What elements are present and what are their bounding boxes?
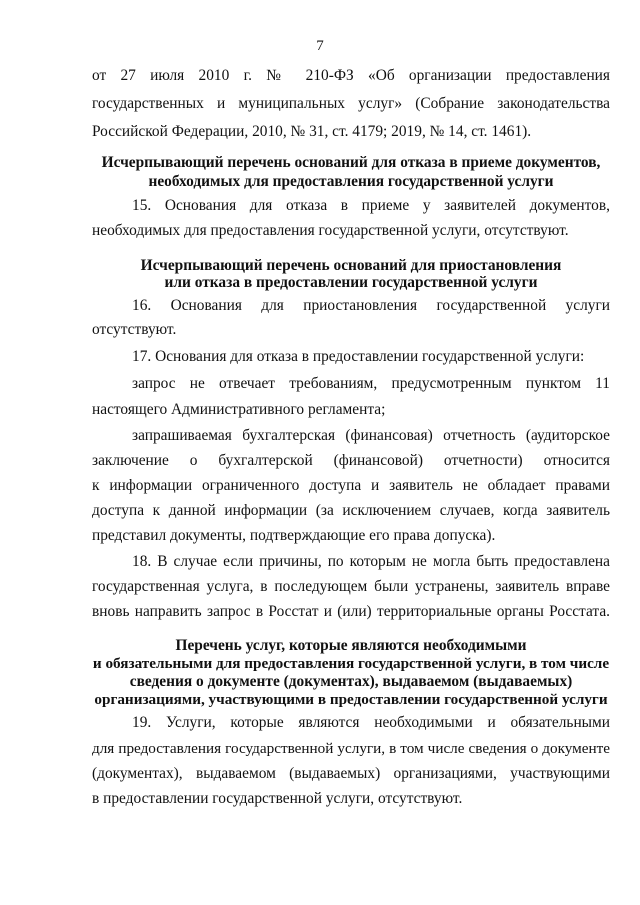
text-line: 16. Основания для приостановления государственной услуги bbox=[132, 297, 610, 314]
text-line: Российской Федерации, 2010, № 31, ст. 4179; 2019, № 14, ст. 1461). bbox=[92, 123, 532, 140]
page-number: 7 bbox=[316, 38, 324, 54]
text-line: необходимых для предоставления государственной услуги, отсутствуют. bbox=[92, 222, 569, 239]
text-line: от 27 июля 2010 г. № 210-ФЗ «Об организации предоставления bbox=[92, 67, 610, 84]
section-heading: или отказа в предоставлении государственной услуги bbox=[164, 274, 538, 291]
text-line: отсутствуют. bbox=[92, 321, 177, 338]
section-heading: Исчерпывающий перечень оснований для отказа в приеме документов, bbox=[101, 154, 601, 171]
section-heading: необходимых для предоставления государственной услуги bbox=[148, 173, 554, 190]
text-line: настоящего Административного регламента; bbox=[92, 401, 386, 418]
text-line: 18. В случае если причины, по которым не могла быть предоставлена bbox=[132, 553, 610, 570]
text-line: 15. Основания для отказа в приеме у заявителей документов, bbox=[132, 197, 610, 214]
text-line: представил документы, подтверждающие его права допуска). bbox=[92, 527, 496, 544]
text-line: государственных и муниципальных услуг» (Собрание законодательства bbox=[92, 95, 610, 112]
section-heading: организациями, участвующими в предоставлении государственной услуги bbox=[94, 691, 608, 708]
text-line: (документах), выдаваемом (выдаваемых) организациями, участвующими bbox=[92, 765, 610, 782]
text-line: для предоставления государственной услуги, в том числе сведения о документе bbox=[92, 740, 610, 757]
text-line: к информации ограниченного доступа и заявитель не обладает правами bbox=[92, 477, 610, 494]
section-heading: Перечень услуг, которые являются необходимыми bbox=[175, 637, 527, 654]
text-line: 17. Основания для отказа в предоставлении государственной услуги: bbox=[132, 348, 585, 365]
section-heading: и обязательными для предоставления государственной услуги, в том числе bbox=[92, 655, 610, 672]
text-line: доступа к данной информации (за исключением случаев, когда заявитель bbox=[92, 502, 610, 519]
text-line: 19. Услуги, которые являются необходимыми и обязательными bbox=[132, 714, 610, 731]
text-line: в предоставлении государственной услуги, отсутствуют. bbox=[92, 790, 463, 807]
text-line: запрос не отвечает требованиям, предусмотренным пунктом 11 bbox=[132, 375, 610, 392]
section-heading: Исчерпывающий перечень оснований для приостановления bbox=[140, 257, 562, 274]
section-heading: сведения о документе (документах), выдаваемом (выдаваемых) bbox=[129, 673, 573, 690]
text-line: государственная услуга, в последующем были устранены, заявитель вправе bbox=[92, 578, 610, 595]
text-line: заключение о бухгалтерской (финансовой) отчетности) относится bbox=[92, 452, 610, 469]
text-line: запрашиваемая бухгалтерская (финансовая) отчетность (аудиторское bbox=[132, 427, 610, 444]
text-line: вновь направить запрос в Росстат и (или) территориальные органы Росстата. bbox=[92, 603, 610, 620]
